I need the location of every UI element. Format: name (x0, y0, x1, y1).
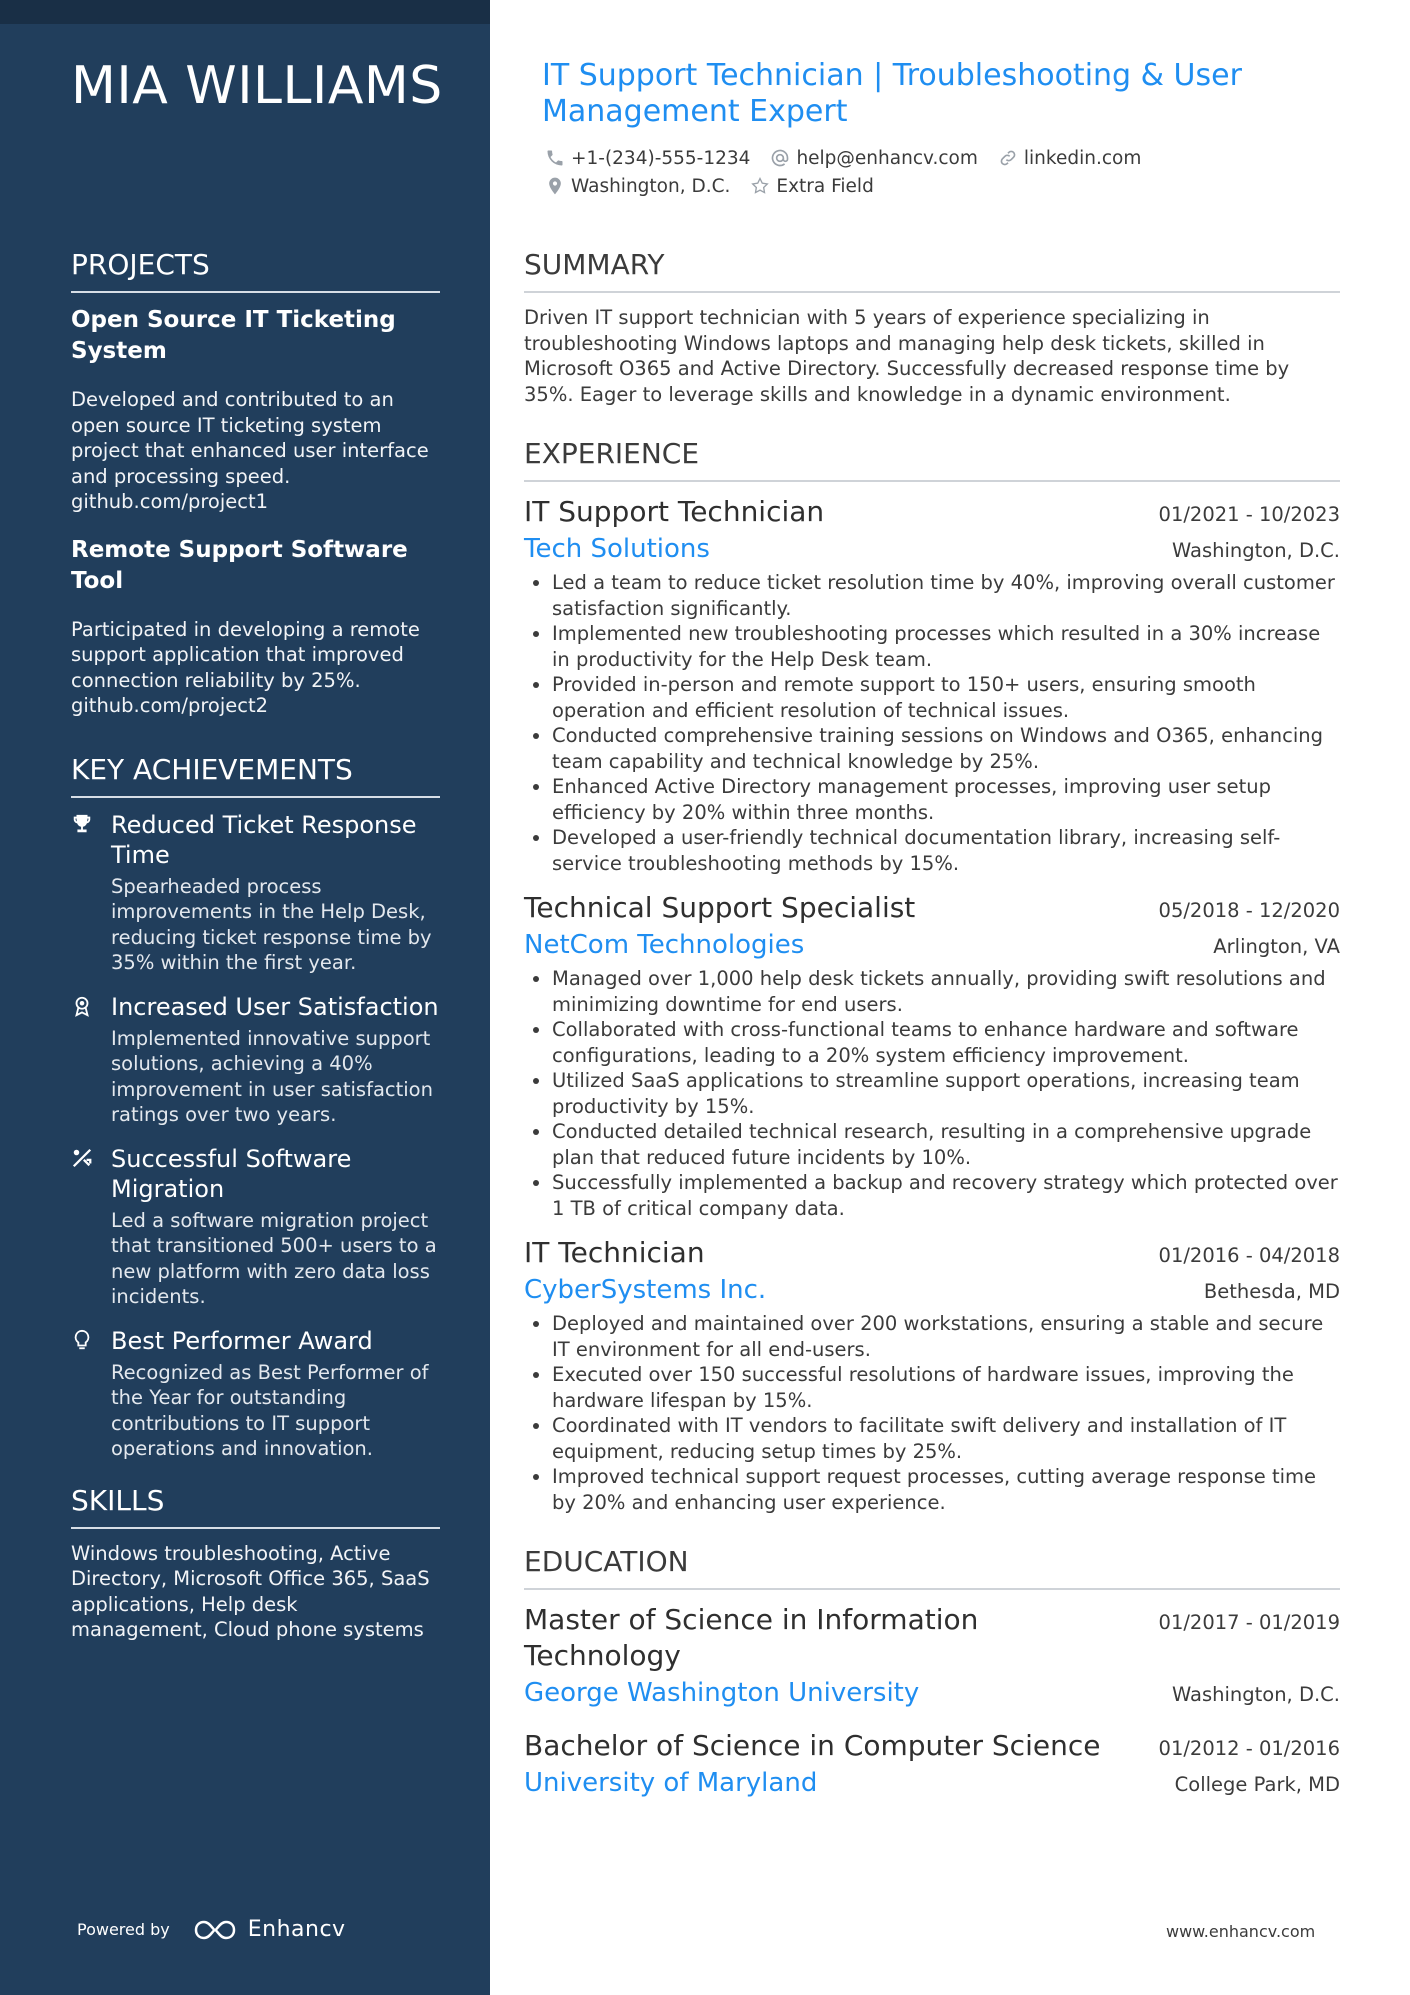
job-subheader (524, 532, 1340, 566)
achievement-description: Recognized as Best Performer of the Year for outstanding contributions to IT support operations and innovation. (111, 1360, 429, 1460)
achievement-body (111, 810, 440, 976)
lightbulb-icon (71, 1326, 111, 1462)
education-location: Washington, D.C. (1171, 1683, 1340, 1706)
project-link[interactable]: github.com/project2 (71, 694, 269, 717)
footer-url[interactable]: www.enhancv.com (1166, 1922, 1316, 1941)
bullet-item: • Deployed and maintained over 200 workstations, ensuring a stable and secure IT environment for all end-users. (552, 1311, 1340, 1362)
school: George Washington University (524, 1678, 920, 1708)
contact-row (545, 148, 1325, 168)
job-location: Arlington, VA (1213, 935, 1340, 958)
job-role: Technical Support Specialist (524, 891, 916, 924)
achievement-title: Successful Software Migration (111, 1144, 352, 1203)
school: University of Maryland (524, 1768, 818, 1798)
phone-text: +1-(234)-555-1234 (571, 147, 751, 169)
achievement-title: Reduced Ticket Response Time (111, 810, 417, 869)
powered-by-label: Powered by (77, 1920, 170, 1939)
achievement-description: Spearheaded process improvements in the Help Desk, reducing ticket response time by 35% within the first year. (111, 874, 432, 974)
at-icon (770, 148, 790, 168)
bullet-item: • Implemented new troubleshooting processes which resulted in a 30% increase in productivity for the Help Desk team. (552, 621, 1340, 672)
achievement-item (71, 810, 440, 976)
skills-title: SKILLS (71, 1484, 440, 1529)
project-item (71, 535, 440, 719)
job-role: IT Technician (524, 1236, 705, 1269)
bullet-item: • Provided in-person and remote support to 150+ users, ensuring smooth operation and efficient resolution of technical issues. (552, 672, 1340, 723)
achievement-description: Implemented innovative support solutions, achieving a 40% improvement in user satisfaction ratings over two years. (111, 1026, 433, 1126)
achievement-title: Increased User Satisfaction (111, 992, 439, 1021)
achievement-description: Led a software migration project that transitioned 500+ users to a new platform with zero data loss incidents. (111, 1208, 437, 1308)
education-item (524, 1728, 1340, 1800)
sidebar-top-bar (0, 0, 490, 24)
job-location: Washington, D.C. (1171, 539, 1340, 562)
job-subheader (524, 928, 1340, 962)
education-subheader (524, 1676, 1340, 1710)
project-title: Remote Support Software Tool (71, 536, 408, 594)
achievement-item (71, 1144, 440, 1310)
star-icon (750, 176, 770, 196)
job-header (524, 890, 1340, 926)
sidebar-content (71, 248, 440, 1643)
bullet-item: • Successfully implemented a backup and recovery strategy which protected over 1 TB of critical company data. (552, 1170, 1340, 1221)
award-ribbon-icon (71, 992, 111, 1128)
job-subheader (524, 1273, 1340, 1307)
job-bullets (524, 570, 1340, 876)
summary-text: Driven IT support technician with 5 years of experience specializing in troubleshooting Windows laptops and managing help desk tickets, skilled in Microsoft O365 and Active Directory. Successfully decreased response time by 35%. Eager to leverage skills and knowledge in a dynamic environment. (524, 306, 1290, 406)
bullet-item: • Conducted comprehensive training sessions on Windows and O365, enhancing team capability and technical knowledge by 25%. (552, 723, 1340, 774)
link-icon (998, 148, 1018, 168)
job-bullets (524, 1311, 1340, 1515)
bullet-item: • Developed a user-friendly technical documentation library, increasing self-service troubleshooting methods by 15%. (552, 825, 1340, 876)
job-header (524, 1235, 1340, 1271)
job-header (524, 494, 1340, 530)
contact-extra (750, 176, 873, 197)
degree: Bachelor of Science in Computer Science (524, 1729, 1101, 1762)
job-bullets (524, 966, 1340, 1221)
phone-icon (545, 148, 565, 168)
project-item (71, 305, 440, 515)
education-subheader (524, 1766, 1340, 1800)
contact-linkedin[interactable] (998, 148, 1141, 169)
achievement-body (111, 1144, 440, 1310)
achievement-body (111, 1326, 440, 1462)
spacer (71, 739, 440, 753)
project-description (71, 387, 440, 515)
summary-title: SUMMARY (524, 248, 1340, 293)
contact-location (545, 176, 730, 197)
education-header (524, 1728, 1340, 1764)
enhancv-logo[interactable] (192, 1917, 346, 1942)
contact-phone[interactable] (545, 148, 750, 169)
bullet-item: • Conducted detailed technical research, resulting in a comprehensive upgrade plan that reduced future incidents by 10%. (552, 1119, 1340, 1170)
main-content (524, 248, 1340, 1818)
job-company: Tech Solutions (524, 534, 710, 564)
education-title: EDUCATION (524, 1545, 1340, 1590)
experience-item (524, 890, 1340, 1221)
job-location: Bethesda, MD (1203, 1280, 1340, 1303)
bullet-item: • Utilized SaaS applications to streamline support operations, increasing team productivity by 15%. (552, 1068, 1340, 1119)
project-desc-text: Developed and contributed to an open source IT ticketing system project that enhanced user interface and processing speed. (71, 388, 429, 488)
skills-list: Windows troubleshooting, Active Directory, Microsoft Office 365, SaaS applications, Help desk management, Cloud phone systems (71, 1541, 430, 1641)
achievement-item (71, 992, 440, 1128)
job-date: 01/2016 - 04/2018 (1158, 1244, 1340, 1267)
job-company: CyberSystems Inc. (524, 1275, 767, 1305)
linkedin-text: linkedin.com (1023, 147, 1142, 169)
job-role: IT Support Technician (524, 495, 825, 528)
bullet-item: • Led a team to reduce ticket resolution time by 40%, improving overall customer satisfaction significantly. (552, 570, 1340, 621)
project-description (71, 617, 440, 719)
powered-by (77, 1917, 346, 1942)
infinity-logo-icon (192, 1918, 238, 1942)
sidebar (0, 0, 490, 1995)
email-text: help@enhancv.com (796, 147, 978, 169)
education-item (524, 1602, 1340, 1710)
bullet-item: • Coordinated with IT vendors to facilitate swift delivery and installation of IT equipment, reducing setup times by 25%. (552, 1413, 1340, 1464)
bullet-item: • Managed over 1,000 help desk tickets annually, providing swift resolutions and minimizing downtime for end users. (552, 966, 1340, 1017)
achievement-body (111, 992, 440, 1128)
projects-title: PROJECTS (71, 248, 440, 293)
job-company: NetCom Technologies (524, 930, 805, 960)
contact-info (545, 148, 1325, 204)
location-text: Washington, D.C. (571, 175, 731, 197)
degree: Master of Science in Information Technology (524, 1603, 979, 1672)
contact-email[interactable] (770, 148, 977, 169)
project-title: Open Source IT Ticketing System (71, 307, 396, 364)
bullet-item: • Collaborated with cross-functional teams to enhance hardware and software configurations, leading to a 20% system efficiency improvement. (552, 1017, 1340, 1068)
experience-title: EXPERIENCE (524, 437, 1340, 482)
achievement-title: Best Performer Award (111, 1326, 373, 1355)
location-pin-icon (545, 176, 565, 196)
contact-row (545, 176, 1325, 196)
candidate-name: MIA WILLIAMS (71, 56, 443, 116)
bullet-item: • Improved technical support request processes, cutting average response time by 20% and enhancing user experience. (552, 1464, 1340, 1515)
brand-name: Enhancv (247, 1917, 346, 1942)
job-date: 01/2021 - 10/2023 (1158, 503, 1340, 526)
bullet-item: • Enhanced Active Directory management processes, improving user setup efficiency by 20% within three months. (552, 774, 1340, 825)
achievement-item (71, 1326, 440, 1462)
education-date: 01/2012 - 01/2016 (1158, 1737, 1340, 1760)
experience-item (524, 1235, 1340, 1515)
experience-item (524, 494, 1340, 876)
project-link[interactable]: github.com/project1 (71, 490, 269, 513)
education-header (524, 1602, 1340, 1674)
trophy-icon (71, 810, 111, 976)
education-date: 01/2017 - 01/2019 (1158, 1611, 1340, 1634)
project-desc-text: Participated in developing a remote support application that improved connection reliability by 25%. (71, 617, 420, 692)
key-achievements-title: KEY ACHIEVEMENTS (71, 753, 440, 798)
education-location: College Park, MD (1174, 1773, 1340, 1796)
extra-field-text: Extra Field (776, 175, 874, 197)
job-date: 05/2018 - 12/2020 (1158, 899, 1340, 922)
bullet-item: • Executed over 150 successful resolutions of hardware issues, improving the hardware lifespan by 15%. (552, 1362, 1340, 1413)
headline: IT Support Technician | Troubleshooting & User Management Expert (542, 58, 1242, 129)
migration-tools-icon (71, 1144, 111, 1310)
